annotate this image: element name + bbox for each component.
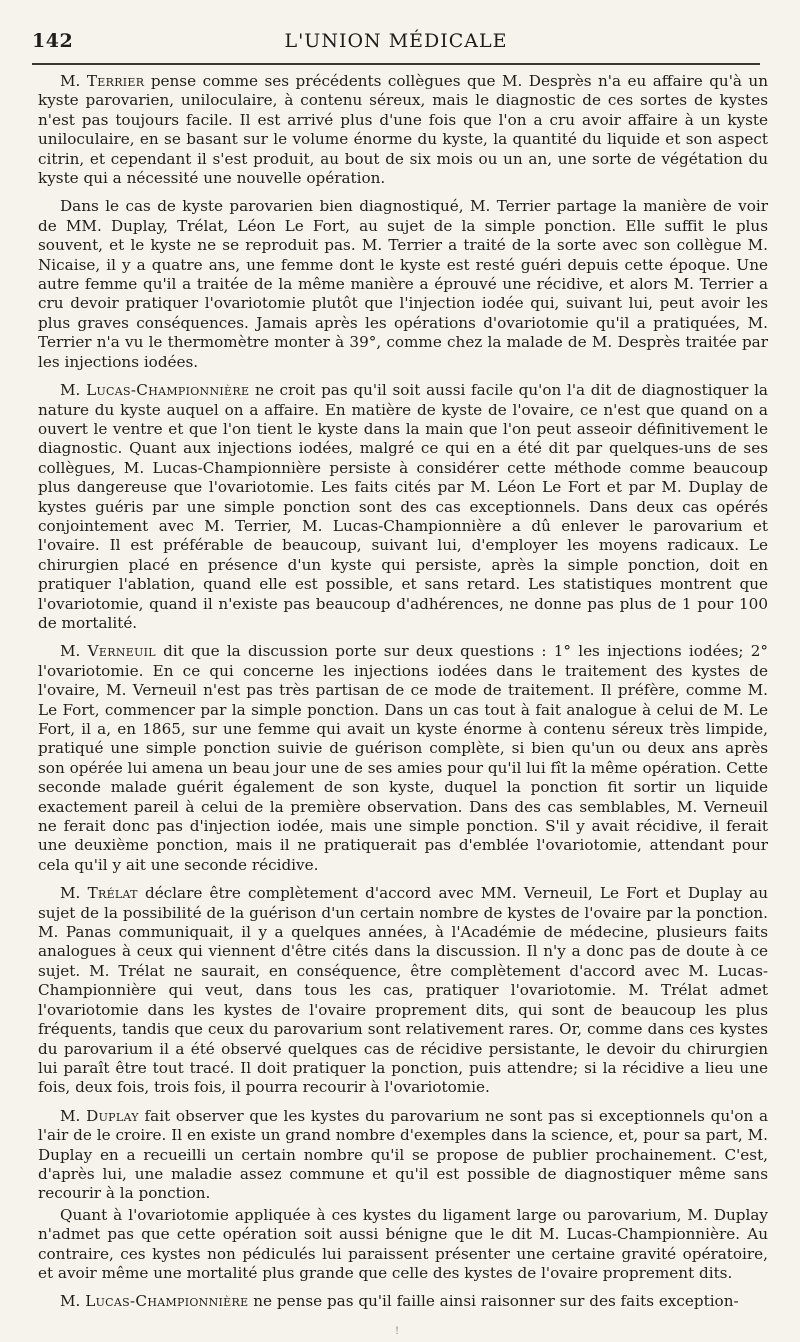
footer-mark: ! <box>395 1326 400 1337</box>
header-rule <box>32 63 760 65</box>
speaker-name: Terrier <box>86 72 145 90</box>
speaker-prefix: M. <box>60 884 88 903</box>
paragraph-lucas-championniere-reply <box>38 1292 768 1311</box>
paragraph-text: ne croit pas qu'il soit aussi facile qu'on l'a dit de diagnostiquer la nature du kyste auquel on a affaire. En matière de kyste de l'ovaire, ce n'est que quand on a ouvert le ventre et que l'on tient le kyste dans la main que l'on peut asseoir définitivement le diagnostic. Quant aux injections iodées, malgré ce qui en a été dit par quelques-uns de ses collègues, M. Lucas-Championnière persiste à considérer cette méthode comme beaucoup plus dangereuse que l'ovariotomie. Les faits cités par M. Léon Le Fort et par M. Duplay de kystes guéris par une simple ponction sont des cas exceptionnels. Dans deux cas opérés conjointement avec M. Terrier, M. Lucas-Championnière a dû enlever le parovarium et l'ovaire. Il est préférable de beaucoup, suivant lui, d'employer les moyens radicaux. Le chirurgien placé en présence d'un kyste qui persiste, après la simple ponction, doit en pratiquer l'ablation, quand elle est possible, et sans retard. Les statistiques montrent que l'ovariotomie, quand il n'existe pas beaucoup d'adhérences, ne donne pas plus de 1 pour 100 de mortalité. <box>38 381 768 632</box>
article-body <box>38 72 768 1321</box>
paragraph-duplay-continued <box>38 1206 768 1284</box>
speaker-name: Duplay <box>86 1106 139 1125</box>
speaker-prefix: M. <box>60 381 87 400</box>
speaker-name: Lucas-Championnière <box>85 1292 249 1311</box>
speaker-prefix: M. <box>60 1106 87 1125</box>
speaker-name: Trélat <box>87 884 138 903</box>
paragraph-terrier-continued <box>38 197 768 372</box>
paragraph-verneuil <box>38 642 768 875</box>
running-title: L'UNION MÉDICALE <box>284 30 508 52</box>
page-header <box>32 30 760 56</box>
page-number: 142 <box>32 30 74 52</box>
speaker-prefix: M. <box>60 1292 86 1311</box>
paragraph-terrier <box>38 72 768 188</box>
speaker-name: Verneuil <box>87 642 156 661</box>
paragraph-text: ne pense pas qu'il faille ainsi raisonner sur des faits exception- <box>248 1292 739 1311</box>
paragraph-text: dit que la discussion porte sur deux questions : 1° les injections iodées; 2° l'ovariotomie. En ce qui concerne les injections iodées dans le traitement des kystes de l'ovaire, M. Verneuil n'est pas très partisan de ce mode de traitement. Il préfère, comme M. Le Fort, commencer par la simple ponction. Dans un cas tout à fait analogue à celui de M. Le Fort, il a, en 1865, sur une femme qui avait un kyste énorme à contenu séreux très limpide, pratiqué une simple ponction suivie de guérison complète, si bien qu'un ou deux ans après son opérée lui amena un beau jour une de ses amies pour qu'il lui fît la même opération. Cette seconde malade guérit également de son kyste, duquel la ponction fit sortir un liquide exactement pareil à celui de la première observation. Dans des cas semblables, M. Verneuil ne ferait donc pas d'injection iodée, mais une simple ponction. S'il y avait récidive, il ferait une deuxième ponction, mais il ne pratiquerait pas d'emblée l'ovariotomie, attendant pour cela qu'il y ait une seconde récidive. <box>38 642 768 874</box>
paragraph-text: Quant à l'ovariotomie appliquée à ces kystes du ligament large ou parovarium, M. Duplay n'admet pas que cette opération soit aussi bénigne que le dit M. Lucas-Championnière. Au contraire, ces kystes non pédiculés lui paraissent présenter une certaine gravité opératoire, et avoir même une mortalité plus grande que celle des kystes de l'ovaire proprement dits. <box>38 1205 768 1282</box>
speaker-prefix: M. <box>60 72 87 90</box>
speaker-prefix: M. <box>60 642 88 661</box>
paragraph-trelat <box>38 884 768 1097</box>
paragraph-duplay <box>38 1107 768 1204</box>
paragraph-text: pense comme ses précédents collègues que M. Desprès n'a eu affaire qu'à un kyste parovarien, uniloculaire, à contenu séreux, mais le diagnostic de ces sortes de kystes n'est pas toujours facile. Il est arrivé plus d'une fois que l'on a cru avoir affaire à un kyste uniloculaire, en se basant sur le volume énorme du kyste, la quantité du liquide et son aspect citrin, et cependant il s'est produit, au bout de six mois ou un an, une sorte de végétation du kyste qui a nécessité une nouvelle opération. <box>38 72 768 188</box>
paragraph-text: déclare être complètement d'accord avec MM. Verneuil, Le Fort et Duplay au sujet de la possibilité de la guérison d'un certain nombre de kystes de l'ovaire par la ponction. M. Panas communiquait, il y a quelques années, à l'Académie de médecine, plusieurs faits analogues à ceux qui viennent d'être cités dans la discussion. Il n'y a donc pas de doute à ce sujet. M. Trélat ne saurait, en conséquence, être complètement d'accord avec M. Lucas-Championnière qui veut, dans tous les cas, pratiquer l'ovariotomie. M. Trélat admet l'ovariotomie dans les kystes de l'ovaire proprement dits, qui sont de beaucoup les plus fréquents, tandis que ceux du parovarium sont relativement rares. Or, comme dans ces kystes du parovarium il a été observé quelques cas de récidive persistante, le devoir du chirurgien lui paraît être tout tracé. Il doit pratiquer la ponction, puis attendre; si la récidive a lieu une fois, deux fois, trois fois, il pourra recourir à l'ovariotomie. <box>38 884 768 1097</box>
paragraph-text: Dans le cas de kyste parovarien bien diagnostiqué, M. Terrier partage la manière de voir de MM. Duplay, Trélat, Léon Le Fort, au sujet de la simple ponction. Elle suffit le plus souvent, et le kyste ne se reproduit pas. M. Terrier a traité de la sorte avec son collègue M. Nicaise, il y a quatre ans, une femme dont le kyste est resté guéri depuis cette époque. Une autre femme qu'il a traitée de la même manière a éprouvé une récidive, et alors M. Terrier a cru devoir pratiquer l'ovariotomie plutôt que l'injection iodée qui, suivant lui, peut avoir les plus graves conséquences. Jamais après les opérations d'ovariotomie qu'il a pratiquées, M. Terrier n'a vu le thermomètre monter à 39°, comme chez la malade de M. Desprès traitée par les injections iodées. <box>38 197 768 371</box>
paragraph-text: fait observer que les kystes du parovarium ne sont pas si exceptionnels qu'on a l'air de le croire. Il en existe un grand nombre d'exemples dans la science, et, pour sa part, M. Duplay en a recueilli un certain nombre qu'il se propose de publier prochainement. C'est, d'après lui, une maladie assez commune et qu'il est possible de diagnostiquer même sans recourir à la ponction. <box>38 1106 769 1203</box>
speaker-name: Lucas-Championnière <box>86 381 250 400</box>
paragraph-lucas-championniere <box>38 381 768 633</box>
